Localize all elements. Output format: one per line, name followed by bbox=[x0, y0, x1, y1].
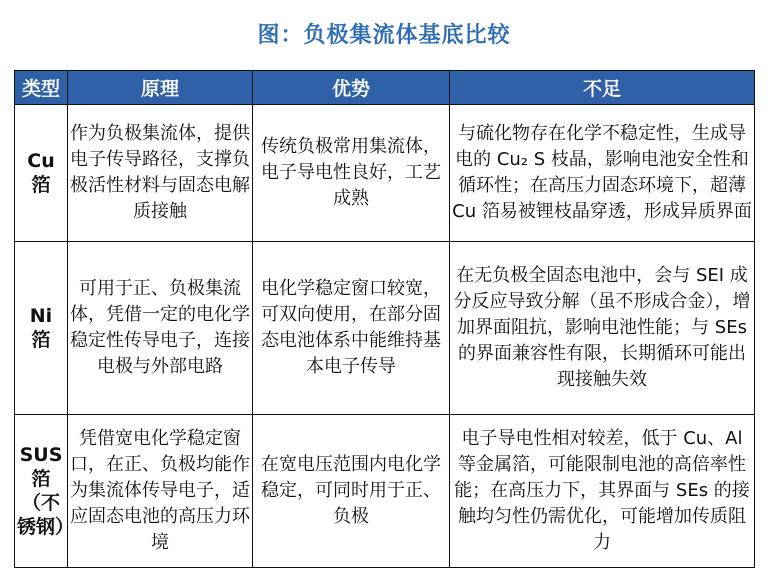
table-header-row bbox=[15, 71, 755, 105]
table-row bbox=[15, 415, 755, 568]
header-principle: 原理 bbox=[68, 71, 253, 105]
cell-advantage: 在宽电压范围内电化学稳定，可同时用于正、负极 bbox=[253, 415, 450, 568]
header-advantage: 优势 bbox=[253, 71, 450, 105]
comparison-table bbox=[14, 70, 755, 568]
table-row bbox=[15, 242, 755, 415]
cell-type: Cu 箔 bbox=[15, 105, 68, 242]
header-type: 类型 bbox=[15, 71, 68, 105]
header-disadvantage: 不足 bbox=[450, 71, 755, 105]
cell-disadvantage: 与硫化物存在化学不稳定性，生成导电的 Cu₂ S 枝晶，影响电池安全性和循环性；在高压力固态环境下，超薄 Cu 箔易被锂枝晶穿透，形成异质界面 bbox=[450, 105, 755, 242]
table-row bbox=[15, 105, 755, 242]
cell-advantage: 电化学稳定窗口较宽，可双向使用，在部分固态电池体系中能维持基本电子传导 bbox=[253, 242, 450, 415]
cell-principle: 凭借宽电化学稳定窗口，在正、负极均能作为集流体传导电子，适应固态电池的高压力环境 bbox=[68, 415, 253, 568]
cell-principle: 作为负极集流体，提供电子传导路径，支撑负极活性材料与固态电解质接触 bbox=[68, 105, 253, 242]
page-title: 图：负极集流体基底比较 bbox=[257, 23, 511, 48]
cell-type: Ni 箔 bbox=[15, 242, 68, 415]
cell-principle: 可用于正、负极集流体，凭借一定的电化学稳定性传导电子，连接电极与外部电路 bbox=[68, 242, 253, 415]
cell-type: SUS 箔（不锈钢） bbox=[15, 415, 68, 568]
cell-advantage: 传统负极常用集流体，电子导电性良好，工艺成熟 bbox=[253, 105, 450, 242]
cell-disadvantage: 电子导电性相对较差，低于 Cu、Al 等金属箔，可能限制电池的高倍率性能；在高压力下，其界面与 SEs 的接触均匀性仍需优化，可能增加传质阻力 bbox=[450, 415, 755, 568]
cell-disadvantage: 在无负极全固态电池中，会与 SEI 成分反应导致分解（虽不形成合金），增加界面阻抗，影响电池性能；与 SEs 的界面兼容性有限，长期循环可能出现接触失效 bbox=[450, 242, 755, 415]
